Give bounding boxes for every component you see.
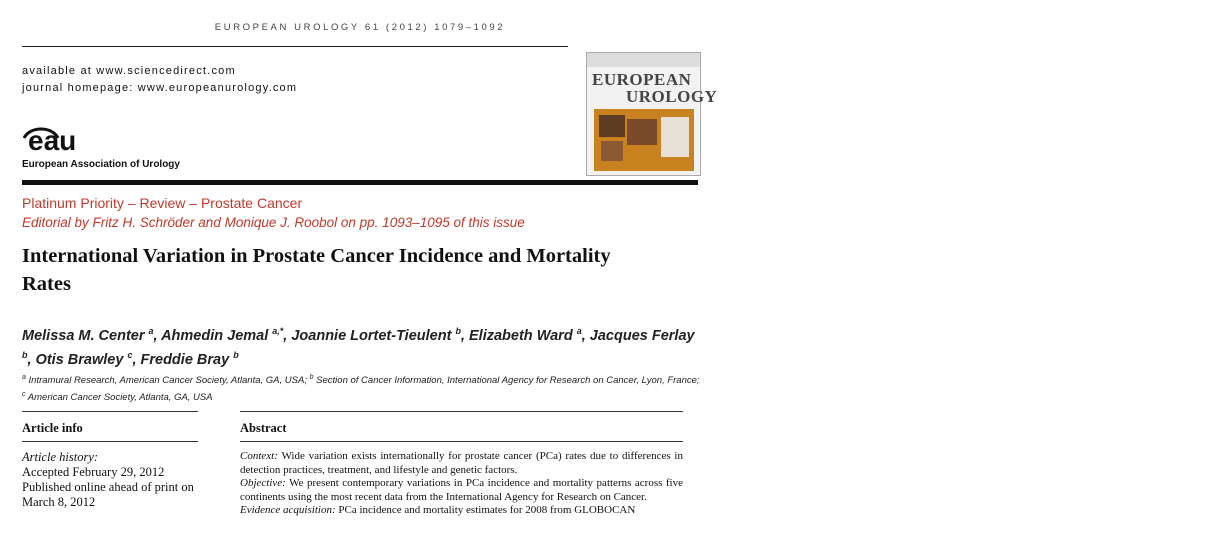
cover-title [592, 71, 1212, 105]
author-name: Jacques Ferlay [589, 327, 695, 344]
cover-title-line1: EUROPEAN [592, 70, 692, 89]
author-affil-sup: b [22, 349, 28, 360]
abstract-body [240, 450, 683, 518]
affil-c: American Cancer Society, Atlanta, GA, USA [27, 392, 213, 404]
author-affil-sup: a [148, 326, 154, 336]
accepted-date: Accepted February 29, 2012 [22, 465, 165, 479]
abstract-rule-2 [240, 441, 683, 442]
eau-logo [22, 122, 98, 154]
eau-logo-text: eau [28, 125, 77, 156]
editorial-note[interactable]: Editorial by Fritz H. Schröder and Monique J. Roobol on pp. 1093–1095 of this issue [22, 215, 525, 230]
article-info-rule-2 [22, 441, 198, 442]
article-history [22, 450, 222, 510]
author [469, 328, 582, 344]
published-date: Published online ahead of print on March 8, 2012 [22, 480, 194, 509]
journal-header: EUROPEAN UROLOGY 61 (2012) 1079–1092 [214, 22, 506, 33]
author [140, 349, 239, 368]
author-affil-sup: b [233, 349, 239, 360]
abstract-objective [240, 477, 683, 504]
author-name: Joannie Lortet-Tieulent [291, 327, 452, 344]
journal-cover [586, 52, 718, 176]
cover-photo-2 [627, 119, 657, 145]
author-list: Melissa M. Center $^a$, Ahmedin Jemal $^{a,*}$, Joannie Lortet-Tieulent $^b$, Elizabeth Ward $^a$, Jacques Ferlay $^b$, Otis Brawley $^c$, Freddie Bray $^b$ [22, 326, 695, 368]
author [291, 328, 461, 344]
objective-text: We present contemporary variations in PCa incidence and mortality patterns across five continents using the most recent data from the International Agency for Research on Cancer. [240, 477, 683, 503]
author-name: Melissa M. Center [22, 327, 145, 344]
cover-strip [587, 53, 700, 67]
affil-c-sup: c [22, 391, 26, 399]
author [22, 328, 154, 344]
objective-label: Objective: [240, 477, 286, 489]
evidence-text: PCa incidence and mortality estimates for 2008 from GLOBOCAN [338, 504, 636, 516]
article-category: Platinum Priority – Review – Prostate Cancer [22, 195, 303, 211]
author-name: Otis Brawley [35, 351, 124, 368]
author-affil-sup: a [576, 326, 582, 336]
affil-a-sup: a [22, 374, 26, 381]
section-bar [22, 180, 698, 185]
context-text: Wide variation exists internationally for prostate cancer (PCa) rates due to differences in detection practices, treatment, and lifestyle and genetic factors. [240, 450, 683, 476]
header-rule [22, 46, 568, 47]
journal-links [22, 63, 297, 97]
eau-name: European Association of Urology [22, 159, 180, 170]
affil-a: Intramural Research, American Cancer Society, Atlanta, GA, USA; [28, 375, 307, 387]
author-affil-sup: c [127, 349, 133, 360]
author-affil-sup: a,* [272, 326, 284, 336]
author [161, 328, 283, 344]
abstract-rule [240, 411, 683, 412]
author-name: Elizabeth Ward [469, 327, 573, 344]
author-name: Freddie Bray [140, 351, 230, 368]
article-info-heading: Article info [22, 421, 83, 435]
homepage-link[interactable]: journal homepage: www.europeanurology.com [22, 82, 298, 94]
author [35, 349, 133, 368]
evidence-label: Evidence acquisition: [240, 504, 336, 516]
affil-b: Section of Cancer Information, International Agency for Research on Cancer, Lyon, France; [316, 375, 700, 387]
author-name: Ahmedin Jemal [161, 327, 269, 344]
affiliations [22, 371, 702, 405]
article-title: International Variation in Prostate Cancer Incidence and Mortality Rates [22, 245, 611, 295]
cover-photo-3 [601, 141, 623, 161]
abstract-context [240, 450, 683, 477]
author-affil-sup: b [455, 326, 461, 336]
cover-photo-1 [599, 115, 625, 137]
context-label: Context: [240, 450, 278, 462]
sciencedirect-link[interactable]: available at www.sciencedirect.com [22, 65, 236, 77]
cover-title-line2: UROLOGY [626, 87, 718, 106]
article-info-rule [22, 411, 198, 412]
cover-photo-4 [661, 117, 689, 157]
abstract-heading: Abstract [240, 421, 287, 435]
abstract-evidence [240, 504, 683, 518]
history-label: Article history: [22, 450, 99, 464]
affil-b-sup: b [309, 374, 314, 381]
